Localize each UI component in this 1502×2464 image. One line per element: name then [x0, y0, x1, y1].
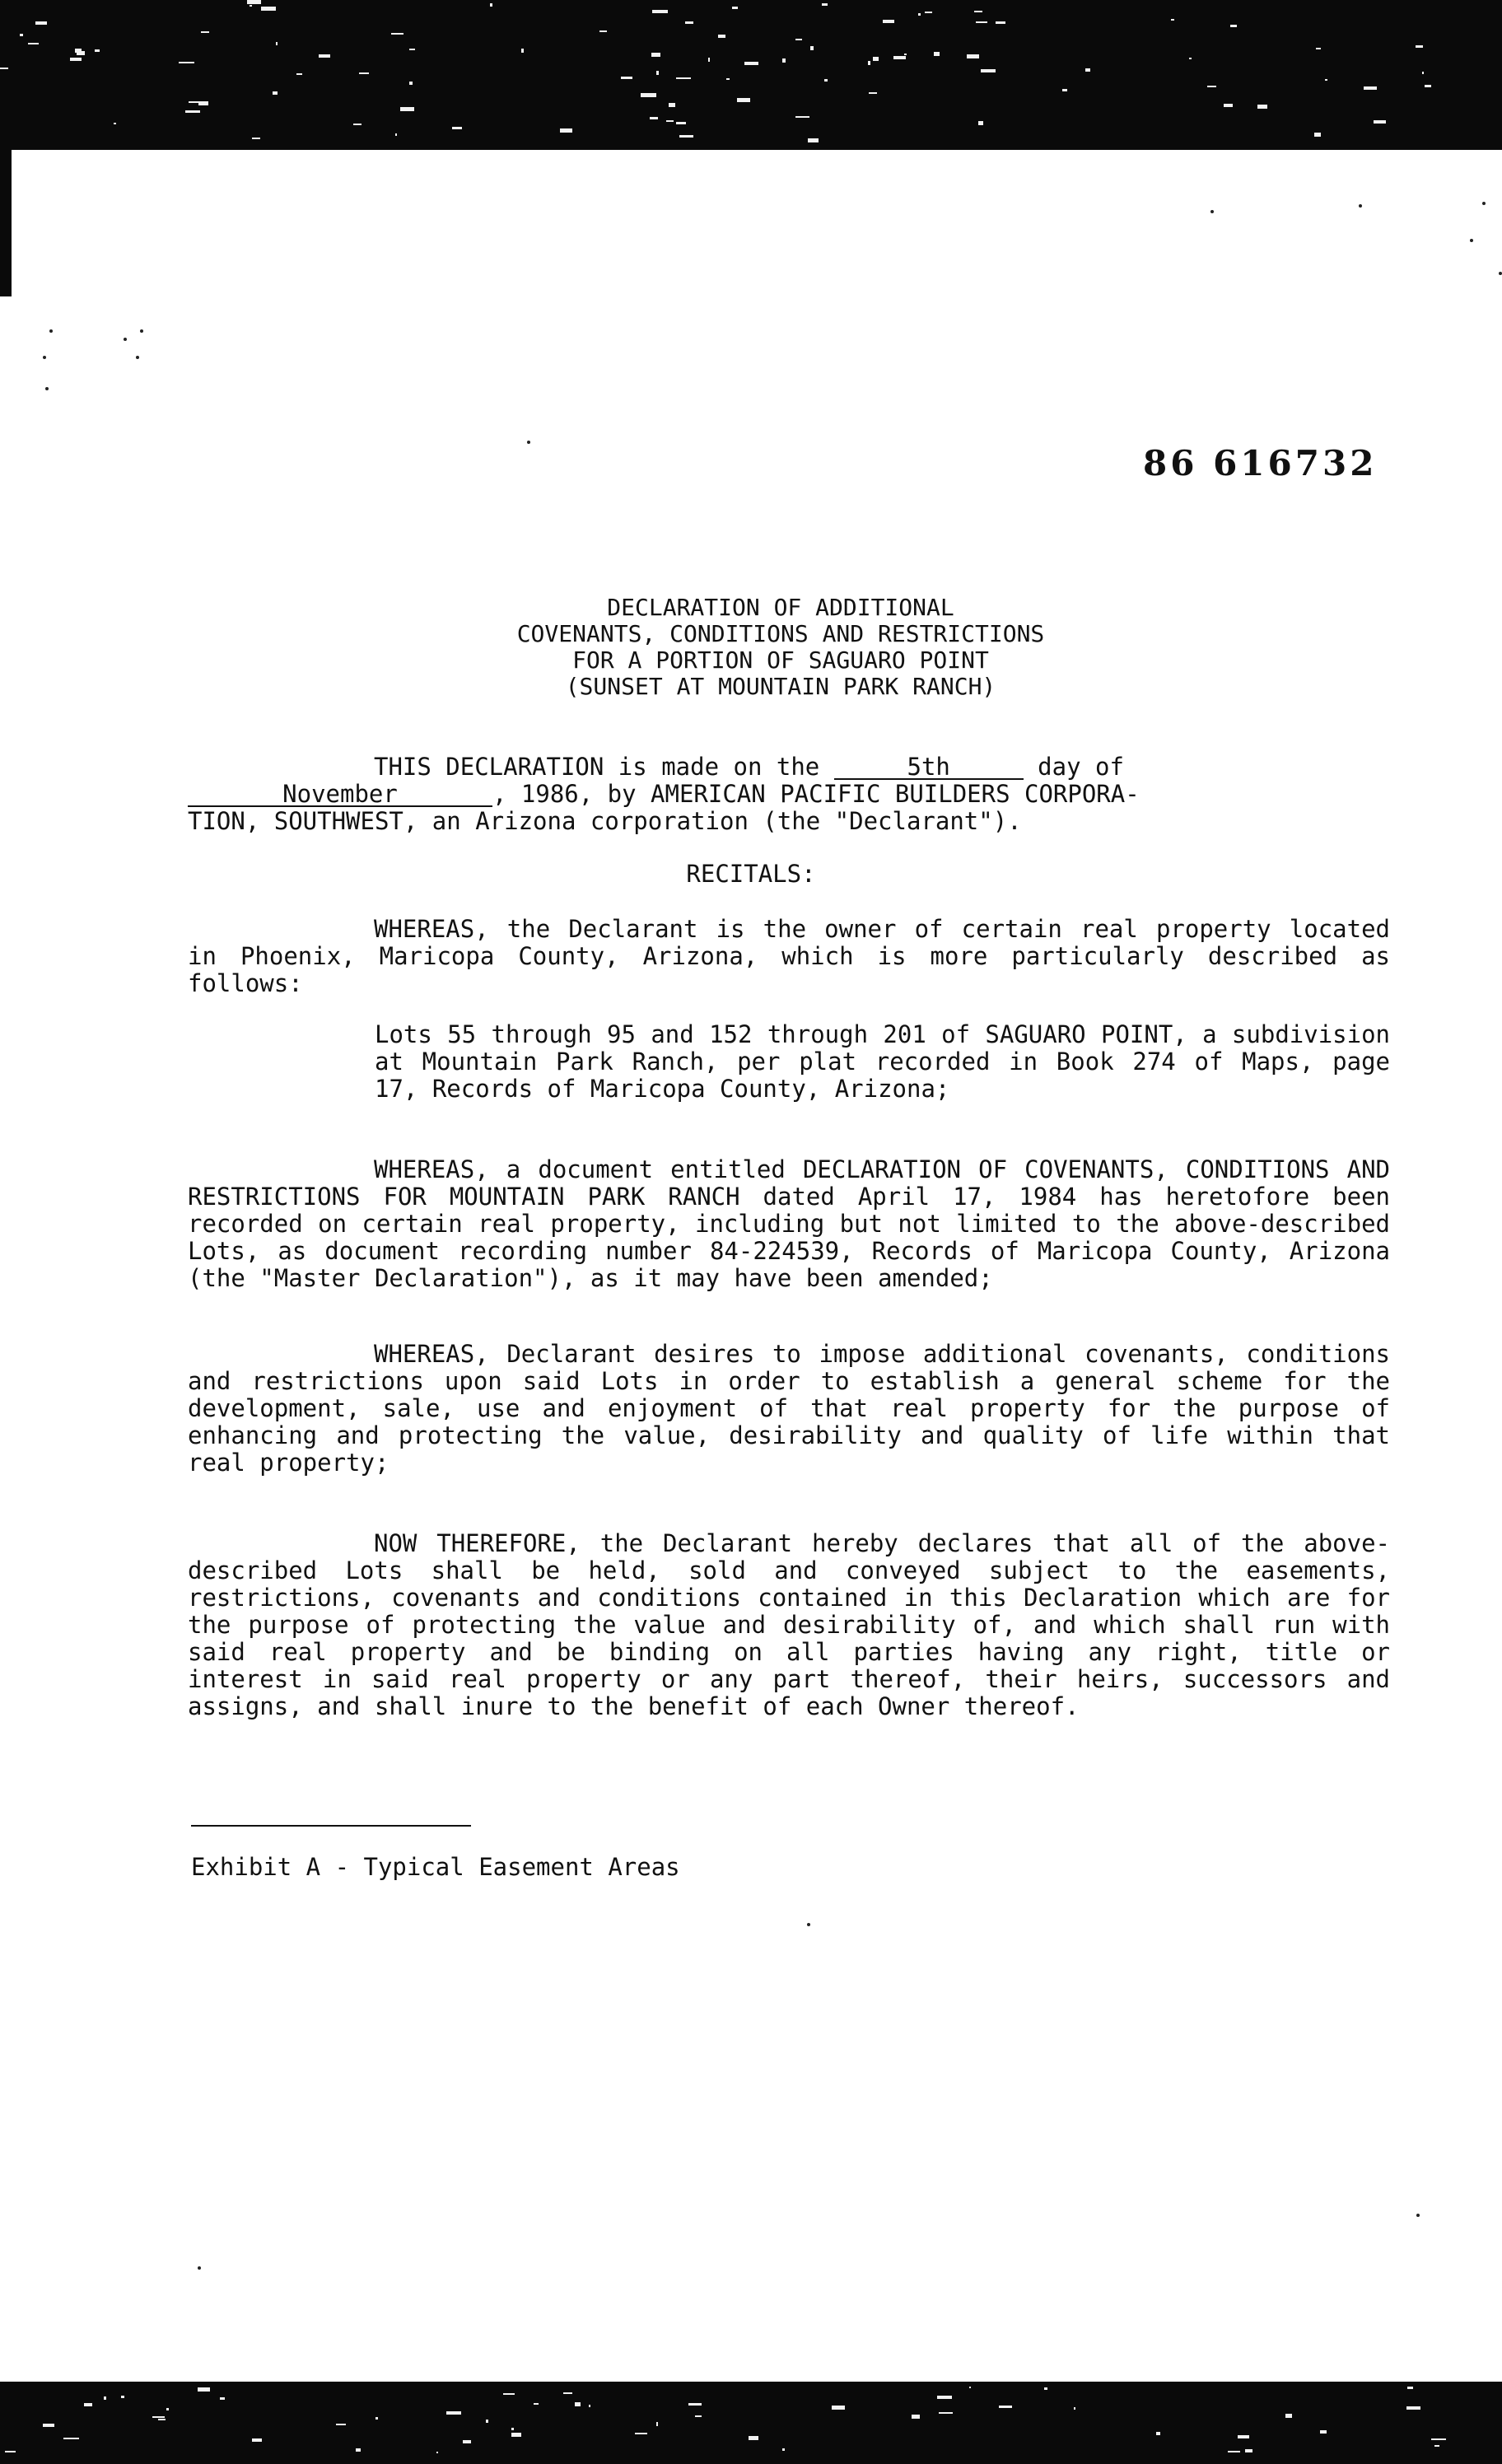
scan-speck — [782, 2448, 785, 2451]
scan-speck — [20, 34, 23, 36]
scan-speck — [873, 57, 879, 61]
scan-speck — [1482, 202, 1486, 205]
scan-speck — [1406, 2406, 1420, 2410]
recital-paragraph: WHEREAS, the Declarant is the owner of certain real property located in Phoenix, Maricopa County, Arizona, which is more particularly described as follows: — [188, 915, 1390, 997]
scan-speck — [744, 62, 758, 65]
scan-speck — [124, 338, 127, 341]
scan-speck — [276, 42, 278, 45]
title-line: COVENANTS, CONDITIONS AND RESTRICTIONS — [516, 620, 1045, 647]
scan-speck — [250, 5, 252, 7]
scan-speck — [436, 2452, 438, 2453]
scan-speck — [1230, 25, 1237, 27]
document-number: 86 616732 — [1143, 443, 1378, 483]
scan-speck — [1285, 2414, 1292, 2418]
scan-speck — [1431, 2438, 1446, 2440]
scan-speck — [560, 128, 572, 133]
scan-speck — [652, 10, 668, 13]
scan-speck — [575, 2402, 581, 2406]
scan-speck — [589, 2405, 590, 2407]
recitals-heading: RECITALS: — [686, 860, 816, 888]
scan-speck — [824, 79, 828, 82]
scan-speck — [1359, 204, 1362, 208]
scan-speck — [679, 135, 693, 138]
scan-speck — [1320, 2430, 1327, 2434]
scan-speck — [1189, 58, 1192, 59]
scan-speck — [651, 53, 660, 57]
scan-speck — [893, 56, 906, 59]
scan-speck — [463, 2440, 471, 2443]
scan-speck — [869, 92, 877, 94]
day-field: 5th — [834, 755, 1024, 780]
scan-speck — [353, 124, 362, 125]
scan-speck — [319, 54, 330, 58]
recital-paragraph: WHEREAS, a document entitled DECLARATION OF COVENANTS, CONDITIONS AND RESTRICTIONS FOR MOUNTAIN PARK RANCH dated April 17, 1984 has heretofore been recorded on certain real property, including but not limited to the above-described Lots, as document recording number 84-224539, Records of Maricopa County, Arizona (the "Master Declaration"), as it may have been amended; — [188, 1155, 1390, 1292]
scan-speck — [28, 43, 39, 44]
scan-speck — [1422, 72, 1424, 74]
scan-speck — [688, 2403, 702, 2406]
scan-speck — [198, 2266, 201, 2270]
scan-speck — [446, 2411, 461, 2415]
month-field: November — [188, 782, 492, 807]
scan-speck — [999, 2406, 1012, 2408]
scan-speck — [810, 46, 814, 50]
scan-speck — [695, 2415, 702, 2417]
scan-speck — [121, 2396, 124, 2398]
scan-speck — [676, 77, 691, 79]
scan-speck — [868, 61, 870, 65]
scan-speck — [409, 82, 413, 85]
scan-border-top — [0, 0, 1502, 150]
scan-speck — [252, 138, 260, 139]
scan-speck — [669, 103, 675, 107]
scan-speck — [486, 2420, 488, 2423]
opening-statement — [188, 754, 1390, 835]
scan-speck — [1044, 2387, 1047, 2390]
scan-speck — [534, 2403, 539, 2405]
scan-speck — [95, 49, 100, 52]
scan-speck — [114, 123, 116, 124]
scan-speck — [1074, 2407, 1075, 2410]
scan-speck — [490, 3, 492, 7]
scan-speck — [70, 58, 82, 61]
title-line: FOR A PORTION OF SAGUARO POINT — [572, 646, 989, 674]
scan-speck — [511, 2428, 514, 2430]
scan-speck — [136, 356, 139, 359]
scan-speck — [376, 2417, 378, 2420]
scan-speck — [261, 7, 276, 11]
scan-speck — [925, 12, 932, 13]
scan-speck — [937, 2396, 952, 2399]
scan-speck — [247, 0, 261, 4]
scan-speck — [104, 2396, 106, 2400]
scan-speck — [1238, 2435, 1249, 2438]
scan-speck — [563, 2392, 572, 2394]
scan-speck — [252, 2438, 262, 2442]
scan-speck — [1245, 2449, 1252, 2452]
scan-speck — [641, 93, 656, 97]
scan-speck — [296, 73, 302, 75]
scan-speck — [650, 117, 658, 119]
opening-text: THIS DECLARATION is made on the — [374, 753, 834, 781]
scan-speck — [166, 2408, 169, 2410]
scan-speck — [967, 54, 979, 58]
scan-speck — [708, 58, 710, 62]
scan-speck — [452, 127, 462, 129]
scan-speck — [974, 11, 982, 12]
opening-text: day of — [1023, 753, 1124, 781]
legal-description: Lots 55 through 95 and 152 through 201 of SAGUARO POINT, a subdivision at Mountain Park Ranch, per plat recorded in Book 274 of Maps, page 17, Records of Maricopa County, Arizona; — [375, 1020, 1390, 1103]
scan-speck — [43, 356, 46, 359]
scan-speck — [1257, 105, 1267, 109]
scan-speck — [883, 20, 894, 23]
scan-speck — [1434, 2445, 1439, 2447]
scan-speck — [0, 68, 8, 69]
scan-speck — [807, 1923, 810, 1926]
scan-speck — [1499, 272, 1502, 275]
scan-speck — [934, 52, 940, 56]
scan-speck — [1407, 2387, 1413, 2389]
scan-speck — [1156, 2432, 1160, 2435]
scan-border-left — [0, 150, 12, 296]
scan-speck — [656, 71, 659, 75]
scan-speck — [795, 39, 802, 40]
scan-speck — [1416, 2214, 1420, 2217]
scan-speck — [912, 2415, 920, 2419]
scan-speck — [656, 2422, 658, 2426]
scan-speck — [1228, 2451, 1240, 2452]
scan-speck — [978, 121, 983, 125]
scan-speck — [976, 21, 987, 23]
scan-speck — [49, 329, 53, 333]
scan-speck — [400, 107, 414, 111]
scan-speck — [1364, 86, 1377, 90]
declaration-paragraph: NOW THEREFORE, the Declarant hereby declares that all of the above-described Lots shall be held, sold and conveyed subject to the easements, restrictions, covenants and conditions contained in this Declaration which are for the purpose of protecting the value and desirability of, and which shall run with said real property and be binding on all parties having any right, title or interest in said real property or any part thereof, their heirs, successors and assigns, and shall inure to the benefit of each Owner thereof. — [188, 1529, 1390, 1720]
scan-speck — [356, 2448, 361, 2452]
scan-speck — [685, 21, 693, 24]
scan-speck — [749, 2436, 758, 2440]
scan-speck — [503, 2393, 515, 2395]
scan-speck — [220, 2397, 225, 2400]
scan-speck — [1085, 68, 1090, 72]
scan-speck — [1316, 48, 1321, 49]
title-line: DECLARATION OF ADDITIONAL — [607, 594, 954, 621]
scan-speck — [63, 2438, 79, 2439]
scan-speck — [527, 441, 530, 444]
scan-speck — [75, 49, 82, 53]
scan-speck — [795, 116, 809, 118]
scan-speck — [198, 2387, 210, 2392]
scan-speck — [140, 329, 143, 333]
scan-speck — [185, 110, 200, 113]
scan-speck — [1207, 86, 1216, 87]
scan-speck — [737, 98, 750, 102]
scan-speck — [1210, 210, 1214, 213]
footnote-rule — [191, 1825, 471, 1827]
scan-speck — [808, 138, 819, 142]
scan-speck — [981, 69, 996, 72]
scan-speck — [511, 2433, 521, 2437]
scan-speck — [273, 91, 278, 95]
document-title — [188, 595, 1374, 700]
scan-speck — [904, 54, 907, 55]
scan-speck — [832, 2406, 845, 2410]
opening-text: , 1986, by AMERICAN PACIFIC BUILDERS CORPORA- — [492, 780, 1140, 808]
scan-speck — [179, 62, 194, 63]
scan-speck — [45, 387, 49, 390]
scan-speck — [5, 2451, 16, 2452]
scan-speck — [1425, 85, 1431, 87]
scan-speck — [599, 30, 607, 32]
scan-speck — [782, 58, 786, 63]
opening-text: TION, SOUTHWEST, an Arizona corporation (the "Declarant"). — [188, 807, 1022, 835]
exhibit-note: Exhibit A - Typical Easement Areas — [191, 1853, 680, 1881]
scan-speck — [201, 31, 209, 33]
scan-speck — [621, 77, 632, 79]
scan-speck — [359, 72, 369, 74]
scan-speck — [918, 13, 921, 16]
scan-speck — [1325, 79, 1327, 81]
scan-speck — [521, 49, 524, 53]
scan-speck — [732, 7, 738, 9]
scan-speck — [726, 78, 730, 80]
scan-speck — [152, 2416, 165, 2418]
scan-speck — [35, 21, 47, 25]
scan-speck — [1470, 239, 1473, 242]
scan-speck — [1062, 89, 1067, 91]
scan-speck — [198, 101, 208, 105]
scan-speck — [158, 2419, 166, 2420]
scan-speck — [84, 2403, 92, 2406]
scan-speck — [391, 33, 403, 35]
scan-speck — [1171, 19, 1174, 21]
scan-speck — [43, 2424, 54, 2427]
recital-paragraph: WHEREAS, Declarant desires to impose additional covenants, conditions and restrictions upon said Lots in order to establish a general scheme for the development, sale, use and enjoyment of that real property for the purpose of enhancing and protecting the value, desirability and quality of life within that real property; — [188, 1340, 1390, 1477]
title-line: (SUNSET AT MOUNTAIN PARK RANCH) — [565, 673, 996, 700]
scan-speck — [822, 3, 828, 6]
scan-speck — [1224, 104, 1233, 107]
scan-speck — [336, 2424, 346, 2425]
scan-speck — [939, 2412, 953, 2414]
scan-speck — [635, 2433, 647, 2434]
scan-speck — [718, 35, 725, 38]
scan-speck — [1374, 120, 1386, 124]
scan-speck — [1314, 133, 1321, 137]
scan-speck — [1416, 45, 1423, 48]
scan-speck — [409, 49, 415, 50]
scan-speck — [996, 21, 1005, 24]
scan-speck — [969, 2387, 971, 2388]
scan-speck — [666, 120, 674, 122]
scan-speck — [676, 122, 686, 124]
scan-border-bottom — [0, 2382, 1502, 2464]
scan-speck — [395, 133, 397, 136]
